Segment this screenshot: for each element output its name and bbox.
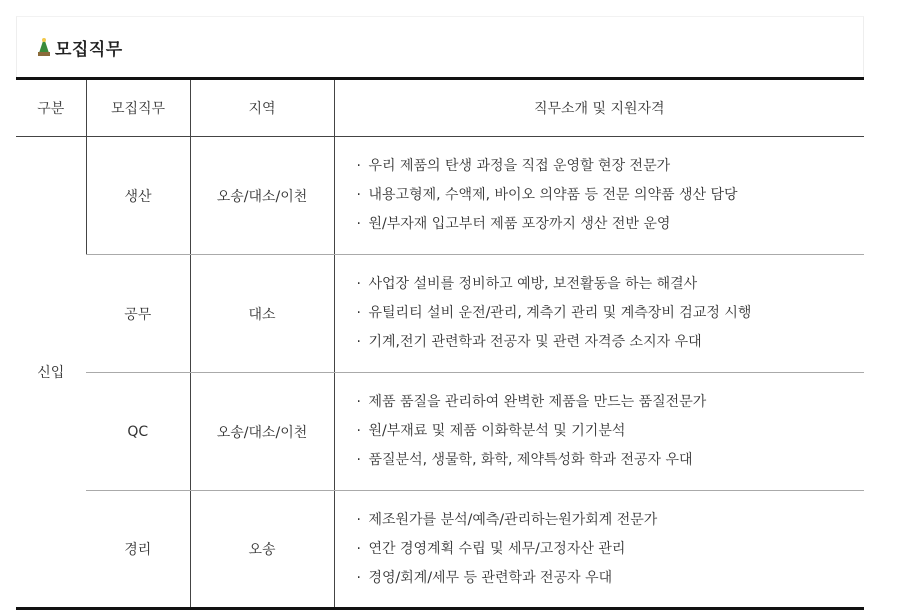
job-cell: QC (86, 373, 190, 491)
header-region: 지역 (190, 79, 334, 137)
job-cell: 경리 (86, 491, 190, 609)
header-description: 직무소개 및 지원자격 (334, 79, 864, 137)
description-item: · 우리 제품의 탄생 과정을 직접 운영할 현장 전문가 (356, 158, 671, 174)
region-cell: 오송 (190, 491, 334, 609)
table-header-row (16, 79, 864, 137)
header-category: 구분 (16, 79, 86, 137)
description-cell (334, 137, 864, 255)
group-label: 신입 (16, 137, 86, 609)
description-item: · 기계,전기 관련학과 전공자 및 관련 자격증 소지자 우대 (356, 334, 702, 350)
description-item: · 유틸리티 설비 운전/관리, 계측기 관리 및 계측장비 검교정 시행 (356, 305, 752, 321)
region-cell: 오송/대소/이천 (190, 137, 334, 255)
job-cell: 생산 (86, 137, 190, 255)
table-row (16, 491, 864, 609)
description-cell (334, 373, 864, 491)
table-row (16, 137, 864, 255)
table-row (16, 373, 864, 491)
description-item: · 품질분석, 생물학, 화학, 제약특성화 학과 전공자 우대 (356, 452, 693, 468)
description-item: · 사업장 설비를 정비하고 예방, 보전활동을 하는 해결사 (356, 276, 698, 292)
description-cell (334, 491, 864, 609)
region-cell: 오송/대소/이천 (190, 373, 334, 491)
region-cell: 대소 (190, 255, 334, 373)
section-header (16, 16, 864, 77)
job-cell: 공무 (86, 255, 190, 373)
table-row (16, 255, 864, 373)
table-body (16, 137, 864, 609)
description-item: · 원/부자재 입고부터 제품 포장까지 생산 전반 운영 (356, 216, 671, 232)
description-cell (334, 255, 864, 373)
section-title: 모집직무 (55, 39, 123, 60)
recruitment-table (16, 77, 864, 610)
description-item: · 연간 경영계획 수립 및 세무/고정자산 관리 (356, 540, 626, 557)
header-job: 모집직무 (86, 79, 190, 137)
description-item: · 제품 품질을 관리하여 완벽한 제품을 만드는 품질전문가 (356, 394, 707, 410)
description-item: · 원/부재료 및 제품 이화학분석 및 기기분석 (356, 423, 626, 439)
description-item: · 경영/회계/세무 등 관련학과 전공자 우대 (356, 569, 613, 586)
green-bullet-icon (37, 37, 51, 57)
description-item: · 제조원가를 분석/예측/관리하는원가회계 전문가 (356, 511, 658, 528)
recruitment-section (16, 16, 864, 610)
description-item: · 내용고형제, 수액제, 바이오 의약품 등 전문 의약품 생산 담당 (356, 187, 738, 203)
